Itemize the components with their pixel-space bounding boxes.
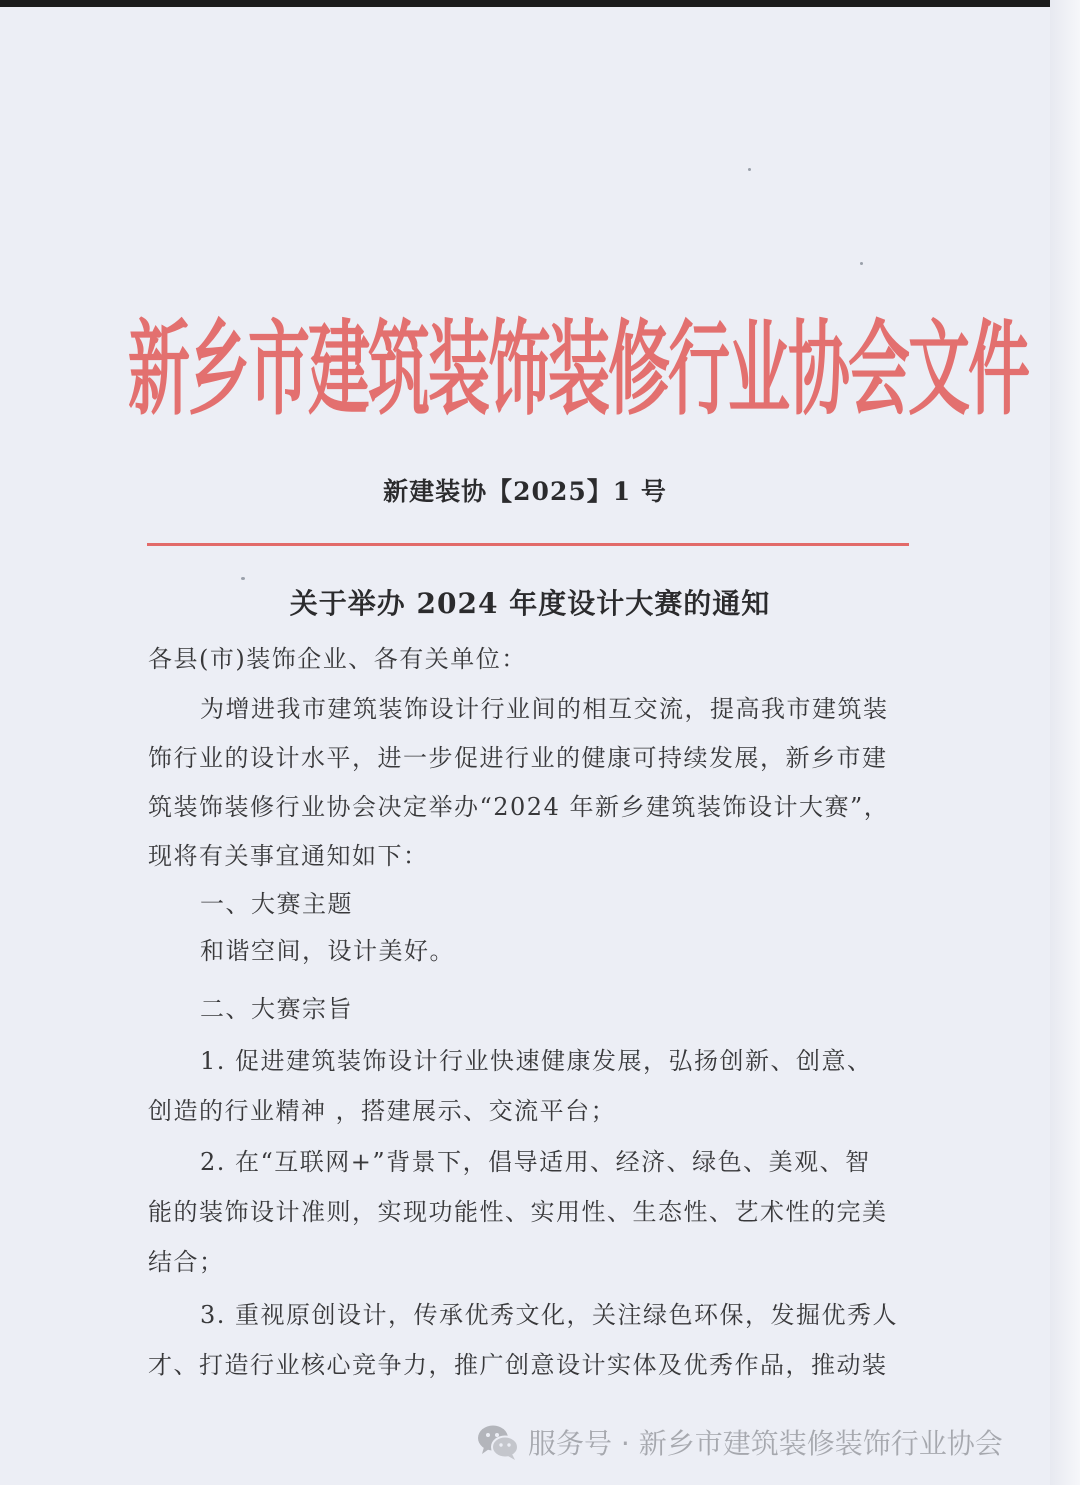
list-item-line: 创造的行业精神 ，搭建展示、交流平台；	[148, 1097, 617, 1125]
scan-speck	[860, 262, 863, 265]
list-item-line: 才、打造行业核心竞争力，推广创意设计实体及优秀作品，推动装	[148, 1351, 888, 1379]
scan-speck	[748, 168, 751, 171]
section-1	[148, 880, 918, 976]
document-masthead: 新乡市建筑装饰装修行业协会文件	[128, 308, 1029, 430]
section-2-item-3	[148, 1290, 918, 1390]
document-number: 新建装协【2025】1 号	[383, 477, 667, 506]
scan-speck	[241, 577, 245, 580]
list-item-line: 能的装饰设计准则，实现功能性、实用性、生态性、艺术性的完美	[148, 1198, 888, 1226]
intro-line: 现将有关事宜通知如下：	[148, 842, 429, 870]
red-divider-line	[147, 543, 909, 546]
list-item-line: 3. 重视原创设计，传承优秀文化，关注绿色环保，发掘优秀人	[200, 1301, 899, 1329]
section-heading: 一、大赛主题	[200, 890, 353, 918]
list-item-line: 结合；	[148, 1248, 225, 1276]
scan-top-edge	[0, 0, 1080, 7]
intro-paragraph	[148, 685, 918, 881]
section-heading: 二、大赛宗旨	[200, 995, 353, 1023]
section-2-item-1	[148, 1036, 918, 1136]
intro-line: 饰行业的设计水平，进一步促进行业的健康可持续发展，新乡市建	[148, 744, 888, 772]
section-2-item-2	[148, 1137, 918, 1287]
intro-line: 筑装饰装修行业协会决定举办“2024 年新乡建筑装饰设计大赛”，	[148, 793, 890, 821]
notice-body	[148, 635, 918, 684]
wechat-icon	[476, 1422, 520, 1462]
wechat-watermark	[476, 1418, 1003, 1466]
intro-line: 为增进我市建筑装饰设计行业间的相互交流，提高我市建筑装	[200, 695, 889, 723]
section-2	[148, 985, 918, 1034]
watermark-label: 服务号 · 新乡市建筑装修装饰行业协会	[528, 1427, 1003, 1460]
scan-right-edge	[1050, 0, 1080, 1485]
salutation-line: 各县(市)装饰企业、各有关单位：	[148, 645, 527, 673]
notice-title: 关于举办 2024 年度设计大赛的通知	[289, 587, 771, 620]
salutation	[148, 635, 918, 684]
list-item-line: 2. 在“互联网+”背景下，倡导适用、经济、绿色、美观、智	[200, 1148, 871, 1176]
section-text: 和谐空间，设计美好。	[200, 937, 455, 965]
list-item-line: 1. 促进建筑装饰设计行业快速健康发展，弘扬创新、创意、	[200, 1047, 873, 1075]
